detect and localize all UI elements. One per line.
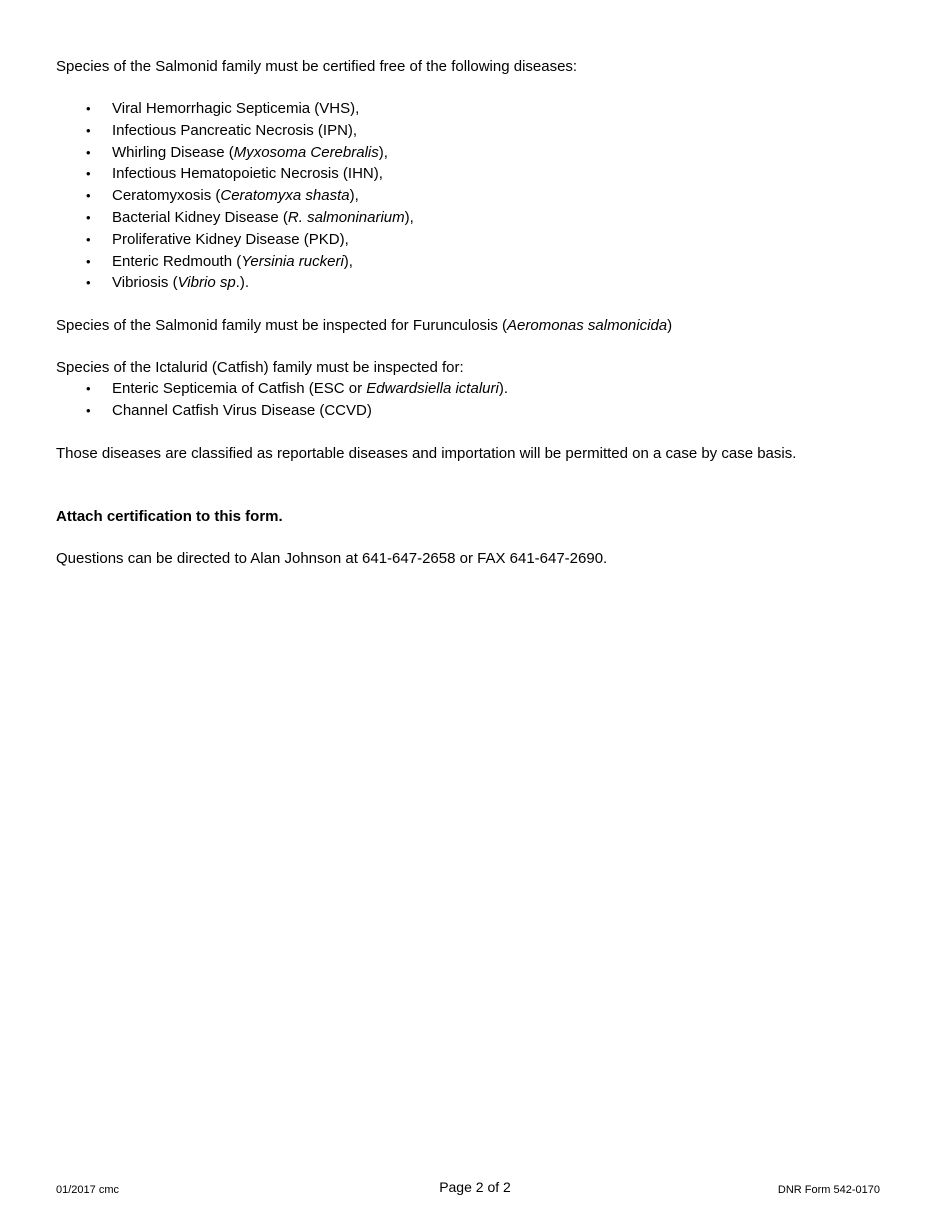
list-item: • Infectious Hematopoietic Necrosis (IHN), [56,163,896,185]
form-number: DNR Form 542-0170 [777,1184,880,1196]
furunculosis-paragraph: Species of the Salmonid family must be inspected for Furunculosis (Aeromonas salmonicida) [56,317,673,335]
certified-disease-list [56,98,896,294]
bullet-icon: • [86,402,91,418]
list-item: • Viral Hemorrhagic Septicemia (VHS), [56,98,896,120]
list-item: • Bacterial Kidney Disease (R. salmoninarium), [56,207,896,229]
contact-paragraph: Questions can be directed to Alan Johnson at 641-647-2658 or FAX 641-647-2690. [56,549,608,567]
bullet-icon: • [86,166,91,182]
list-item: • Vibriosis (Vibrio sp.). [56,272,896,294]
list-item: • Channel Catfish Virus Disease (CCVD) [56,400,896,422]
document-body [56,56,896,590]
bullet-icon: • [86,188,91,204]
bullet-icon: • [86,144,91,160]
bullet-icon: • [86,122,91,138]
list-item: • Enteric Septicemia of Catfish (ESC or Edwardsiella ictaluri). [56,378,896,400]
bullet-icon: • [86,231,91,247]
list-item: • Proliferative Kidney Disease (PKD), [56,229,896,251]
bullet-icon: • [86,275,91,291]
footer-date-code: 01/2017 cmc [56,1184,119,1196]
list-item: • Infectious Pancreatic Necrosis (IPN), [56,120,896,142]
bullet-icon: • [86,209,91,225]
attach-instruction: Attach certification to this form. [56,507,283,525]
page-number: Page 2 of 2 [439,1179,511,1195]
spacer [56,485,896,506]
bullet-icon: • [86,381,91,397]
catfish-intro: Species of the Ictalurid (Catfish) family must be inspected for: [56,359,464,377]
certified-intro: Species of the Salmonid family must be certified free of the following diseases: [56,58,578,75]
list-item: • Whirling Disease (Myxosoma Cerebralis), [56,142,896,164]
bullet-icon: • [86,253,91,269]
reportable-paragraph: Those diseases are classified as reportable diseases and importation will be permitted on a case by case basis. [56,444,797,462]
catfish-disease-list [56,378,896,422]
list-item: • Ceratomyxosis (Ceratomyxa shasta), [56,185,896,207]
list-item: • Enteric Redmouth (Yersinia ruckeri), [56,251,896,273]
bullet-icon: • [86,101,91,116]
